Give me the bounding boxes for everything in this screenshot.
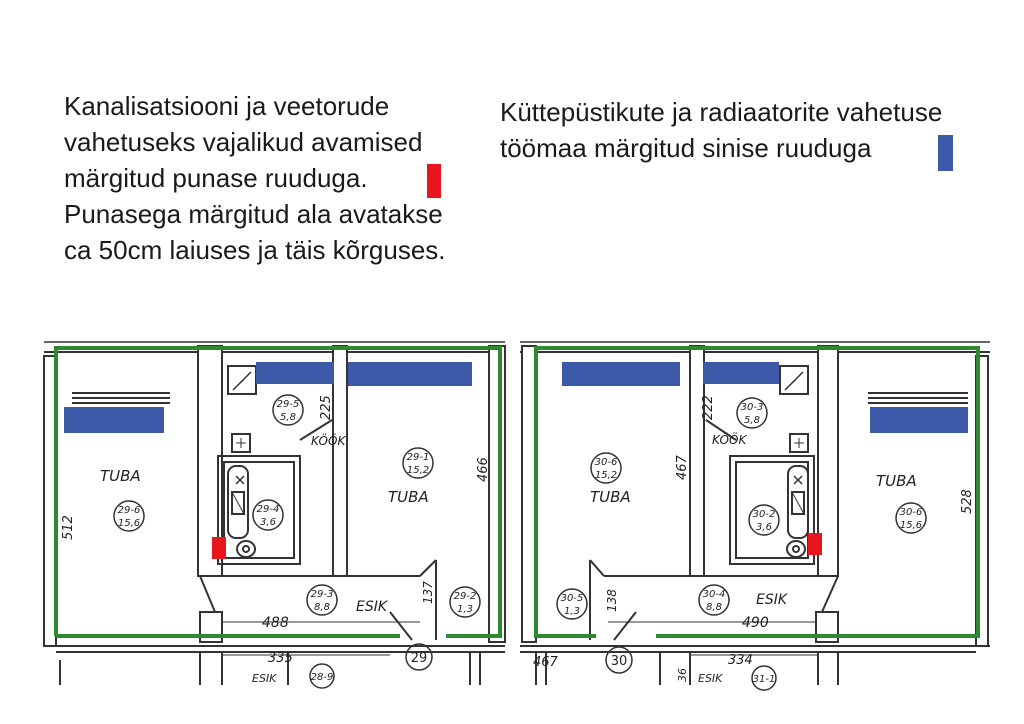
- note-line: Punasega märgitud ala avatakse: [64, 199, 443, 229]
- dimension-label: 334: [728, 653, 753, 668]
- room-code: 30-4: [702, 589, 726, 600]
- room-label: KÖÖK: [712, 433, 747, 447]
- heating-marker: [562, 362, 680, 386]
- note-line: Küttepüstikute ja radiaatorite vahetuse: [500, 97, 943, 127]
- dimension-label: 137: [421, 581, 435, 604]
- room-code: 30-2: [752, 509, 776, 520]
- room-label: ESIK: [698, 672, 723, 685]
- dimension-label: 466: [476, 457, 491, 482]
- note-line: Kanalisatsiooni ja veetorude: [64, 91, 390, 121]
- room-label: TUBA: [590, 488, 631, 506]
- room-code-right-4: [699, 585, 729, 615]
- room-label: ESIK: [356, 599, 388, 615]
- heating-marker: [348, 362, 472, 386]
- room-code: 30-3: [740, 402, 764, 413]
- dimension-label: 490: [742, 615, 769, 631]
- room-area: 15,2: [594, 470, 618, 481]
- room-label: ESIK: [252, 672, 277, 685]
- dimension-label: 138: [605, 589, 619, 612]
- heating-marker: [870, 407, 968, 433]
- room-code: 31-1: [752, 674, 776, 685]
- dimension-label: 512: [61, 515, 76, 540]
- dimension-label: 225: [319, 395, 334, 420]
- room-area: 15,6: [117, 518, 141, 529]
- room-code-left-1: [403, 448, 433, 478]
- room-area: 8,8: [706, 602, 722, 613]
- sewer-water-marker: [212, 537, 226, 559]
- note-line: ca 50cm laiuses ja täis kõrguses.: [64, 235, 446, 265]
- heating-marker: [703, 362, 779, 384]
- dimension-label: 36: [676, 668, 689, 682]
- room-code: 30-6: [899, 507, 923, 518]
- room-code-right-3: [737, 398, 767, 428]
- room-code: 29-2: [453, 591, 477, 602]
- room-code-right-5: [557, 589, 587, 619]
- room-code-right-6b: [896, 503, 926, 533]
- room-area: 8,8: [314, 602, 330, 613]
- room-code: 29-6: [117, 505, 141, 516]
- heating-marker: [64, 407, 164, 433]
- heating-marker: [256, 362, 334, 384]
- note-line: vahetuseks vajalikud avamised: [64, 127, 423, 157]
- room-area: 1,3: [457, 604, 473, 615]
- apartment-number: 30: [610, 654, 628, 669]
- room-label: KÖÖK: [311, 434, 346, 448]
- room-code: 29-5: [276, 399, 300, 410]
- room-area: 5,8: [744, 415, 760, 426]
- dimension-label: 222: [701, 395, 716, 420]
- sewer-water-marker: [808, 533, 822, 555]
- room-code-lower-left: [310, 664, 334, 688]
- dimension-label: 467: [675, 455, 690, 480]
- room-code: 29-3: [310, 589, 334, 600]
- room-area: 3,6: [260, 517, 276, 528]
- room-area: 15,6: [899, 520, 923, 531]
- room-code-lower-right: [752, 666, 776, 690]
- room-code: 29-1: [406, 452, 430, 463]
- room-code: 28-9: [310, 672, 334, 683]
- room-code: 30-5: [560, 593, 584, 604]
- room-area: 1,3: [564, 606, 580, 617]
- dimension-label: 467: [533, 655, 558, 670]
- dimension-label: 335: [268, 651, 293, 666]
- apartment-number: 29: [410, 651, 428, 666]
- note-line: märgitud punase ruuduga.: [64, 163, 368, 193]
- dimension-label: 488: [262, 615, 289, 631]
- room-code-right-6a: [591, 453, 621, 483]
- room-code-left-5: [273, 395, 303, 425]
- room-area: 5,8: [280, 412, 296, 423]
- note-line: töömaa märgitud sinise ruuduga: [500, 133, 872, 163]
- room-code-left-2: [450, 587, 480, 617]
- apartment-number-30: [606, 647, 632, 673]
- room-label: TUBA: [100, 467, 141, 485]
- dimension-label: 528: [960, 489, 975, 514]
- room-code-left-4: [253, 500, 283, 530]
- room-label: TUBA: [388, 488, 429, 506]
- room-code-left-3: [307, 585, 337, 615]
- room-code: 30-6: [594, 457, 618, 468]
- room-code: 29-4: [256, 504, 280, 515]
- room-code-left-6: [114, 501, 144, 531]
- room-area: 15,2: [406, 465, 430, 476]
- room-label: TUBA: [876, 472, 917, 490]
- room-code-right-2: [749, 505, 779, 535]
- room-label: ESIK: [756, 592, 788, 608]
- apartment-number-29: [406, 644, 432, 670]
- room-area: 3,6: [756, 522, 772, 533]
